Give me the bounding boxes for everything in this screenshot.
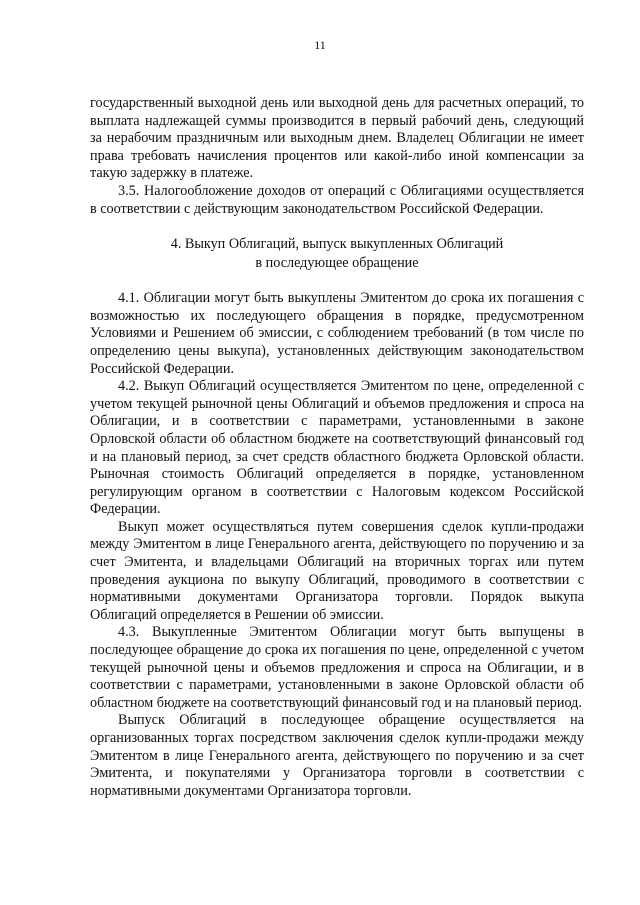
paragraph-3-5: 3.5. Налогообложение доходов от операций с Облигациями осуществляется в соответствии с действующим законодательством Российской Федерации. — [90, 182, 584, 217]
section-heading-line-2: в последующее обращение — [255, 255, 419, 272]
paragraph-continuation: государственный выходной день или выходной день для расчетных операций, то выплата надлежащей суммы производится в первый рабочий день, следующий за нерабочим праздничным или выходным днем. Владелец Облигации не имеет права требовать начисления процентов или какой-либо иной компенсации за такую задержку в платеже. — [90, 95, 584, 182]
paragraph-4-2: 4.2. Выкуп Облигаций осуществляется Эмитентом по цене, определенной с учетом текущей рыночной цены Облигаций и объемов предложения и спроса на Облигации, и в соответствии с параметрами, установленными в законе Орловской области об областном бюджете на соответствующий финансовый год и на плановый период, за счет средств областного бюджета Орловской области. Рыночная стоимость Облигаций определяется в порядке, установленном регулирующим органом в соответствии с Налоговым кодексом Российской Федерации. — [90, 378, 584, 518]
paragraph-buyback-procedure: Выкуп может осуществляться путем совершения сделок купли-продажи между Эмитентом в лице Генерального агента, действующего по поручению и за счет Эмитента, и владельцами Облигаций на вторичных торгах или путем проведения аукциона по выкупу Облигаций, проводимого в соответствии с нормативными документами Организатора торговли. Порядок выкупа Облигаций определяется в Решении об эмиссии. — [90, 518, 584, 623]
page-number: 11 — [314, 38, 326, 52]
section-heading-line-1: 4. Выкуп Облигаций, выпуск выкупленных Облигаций — [170, 236, 504, 253]
paragraph-reissue-procedure: Выпуск Облигаций в последующее обращение осуществляется на организованных торгах посредством заключения сделок купли-продажи между Эмитентом в лице Генерального агента, действующего по поручению и за счет Эмитента, и покупателями у Организатора торговли в соответствии с нормативными документами Организатора торговли. — [90, 712, 584, 799]
paragraph-4-3: 4.3. Выкупленные Эмитентом Облигации могут быть выпущены в последующее обращение до срока их погашения по цене, определенной с учетом текущей рыночной цены и объемов предложения и спроса на Облигации, и в соответствии с параметрами, установленными в законе Орловской области об областном бюджете на соответствующий финансовый год и на плановый период. — [90, 624, 584, 711]
paragraph-4-1: 4.1. Облигации могут быть выкуплены Эмитентом до срока их погашения с возможностью их последующего обращения в порядке, предусмотренном Условиями и Решением об эмиссии, с соблюдением требований (в том числе по определению цены выкупа), установленных действующим законодательством Российской Федерации. — [90, 290, 584, 377]
document-body — [90, 95, 584, 800]
section-heading — [90, 235, 584, 273]
